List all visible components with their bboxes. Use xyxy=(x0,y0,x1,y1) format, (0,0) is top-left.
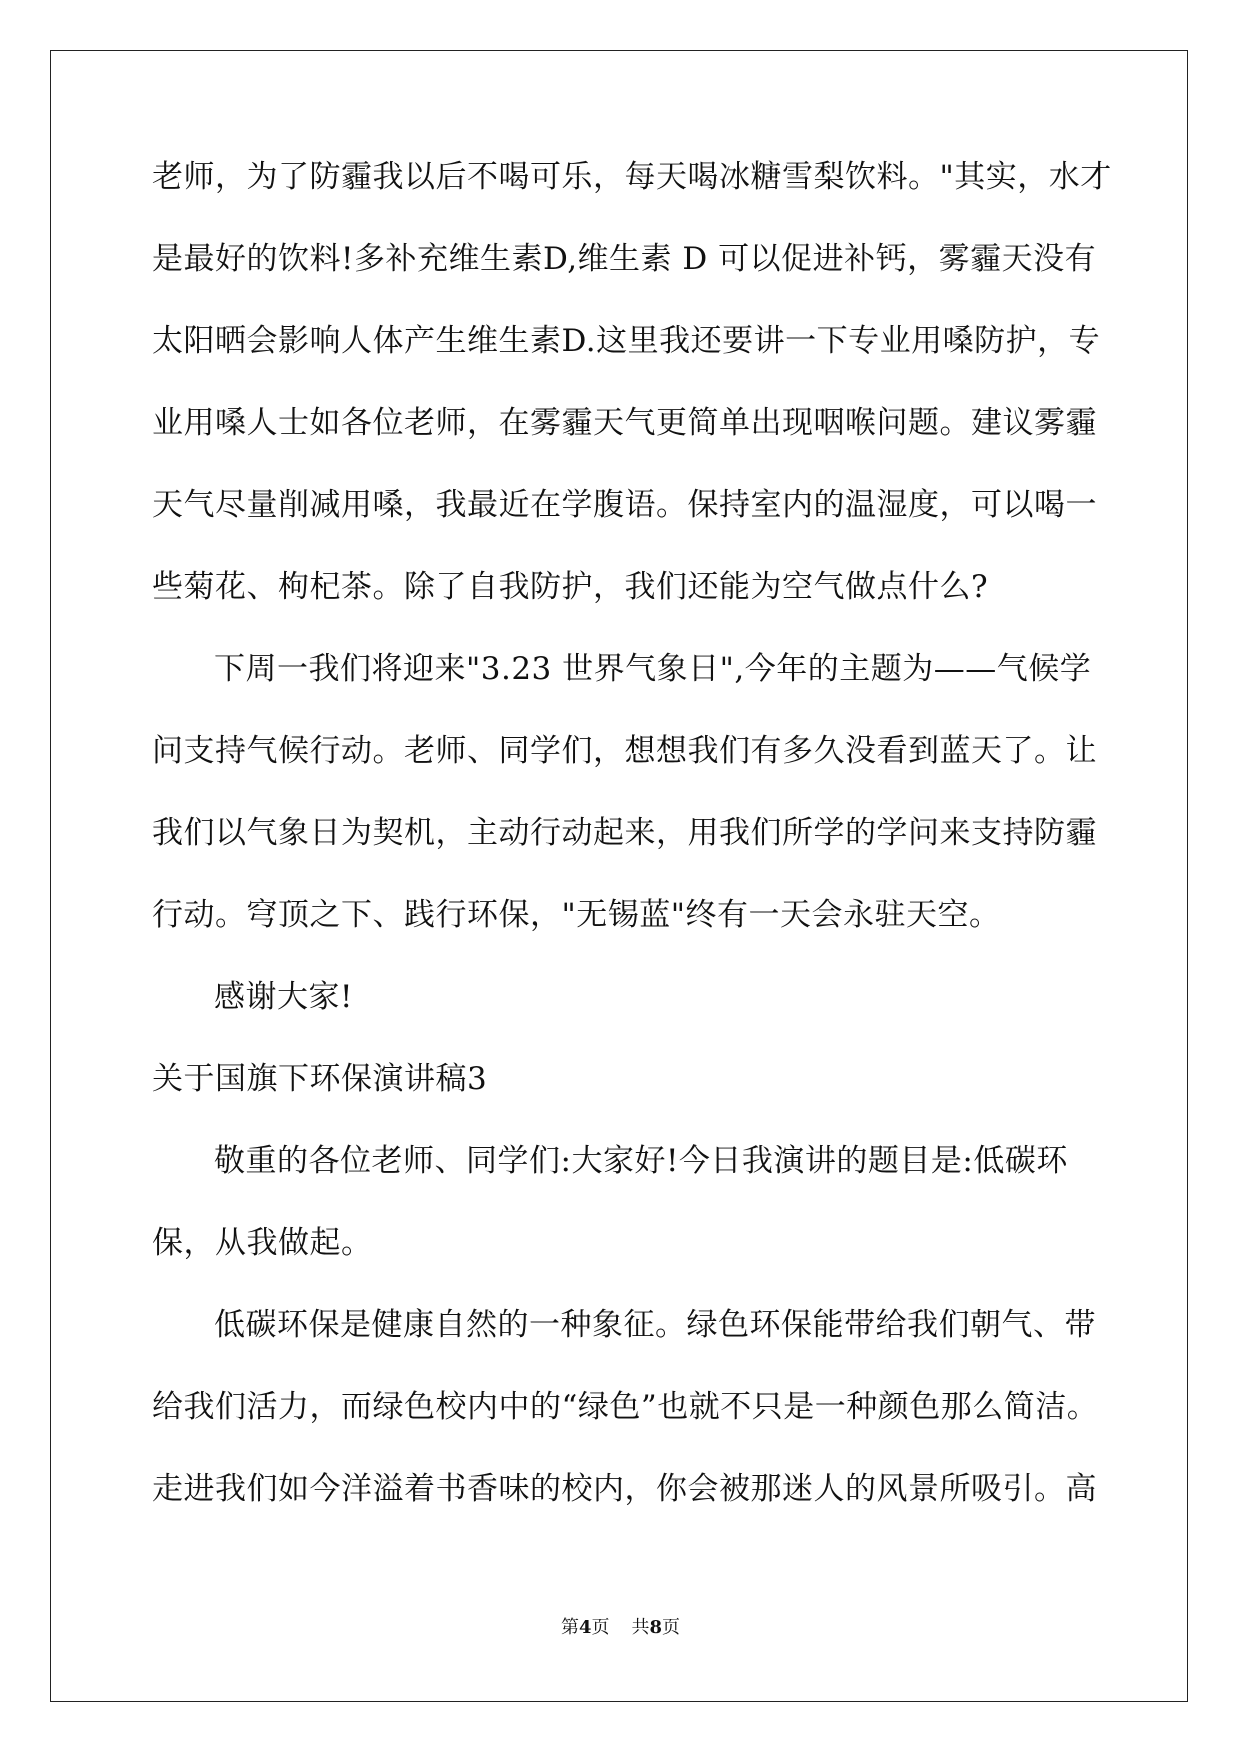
text-line: 老师，为了防霾我以后不喝可乐，每天喝冰糖雪梨饮料。"其实，水才 xyxy=(152,159,1112,195)
document-body xyxy=(152,159,1112,1553)
text-line: 行动。穹顶之下、践行环保，"无锡蓝"终有一天会永驻天空。 xyxy=(152,897,1001,933)
page-prefix: 第 xyxy=(560,1617,579,1638)
text-line: 下周一我们将迎来"3.23 世界气象日",今年的主题为——气候学 xyxy=(214,651,1092,687)
text-line: 感谢大家! xyxy=(214,979,353,1015)
total-suffix: 页 xyxy=(662,1617,681,1638)
section-heading: 关于国旗下环保演讲稿3 xyxy=(152,1061,488,1097)
page-number: 4 xyxy=(578,1617,592,1638)
text-line: 业用嗓人士如各位老师，在雾霾天气更简单出现咽喉问题。建议雾霾 xyxy=(152,405,1097,441)
text-line: 太阳晒会影响人体产生维生素D.这里我还要讲一下专业用嗓防护，专 xyxy=(152,323,1101,359)
total-pages: 8 xyxy=(649,1617,663,1638)
text-line: 天气尽量削减用嗓，我最近在学腹语。保持室内的温湿度，可以喝一 xyxy=(152,487,1097,523)
text-line: 给我们活力，而绿色校内中的“绿色”也就不只是一种颜色那么简洁。 xyxy=(152,1389,1099,1425)
text-line: 保，从我做起。 xyxy=(152,1225,373,1261)
text-line: 我们以气象日为契机，主动行动起来，用我们所学的学问来支持防霾 xyxy=(152,815,1097,851)
text-line: 是最好的饮料!多补充维生素D,维生素 D 可以促进补钙，雾霾天没有 xyxy=(152,241,1097,277)
text-line: 些菊花、枸杞茶。除了自我防护，我们还能为空气做点什么? xyxy=(152,569,989,605)
total-prefix: 共 xyxy=(631,1617,650,1638)
text-line: 问支持气候行动。老师、同学们，想想我们有多久没看到蓝天了。让 xyxy=(152,733,1097,769)
page-suffix: 页 xyxy=(591,1617,610,1638)
page-footer xyxy=(0,1617,1241,1639)
text-line: 敬重的各位老师、同学们:大家好!今日我演讲的题目是:低碳环 xyxy=(214,1143,1068,1179)
text-line: 低碳环保是健康自然的一种象征。绿色环保能带给我们朝气、带 xyxy=(214,1307,1096,1343)
text-line: 走进我们如今洋溢着书香味的校内，你会被那迷人的风景所吸引。高 xyxy=(152,1471,1097,1507)
